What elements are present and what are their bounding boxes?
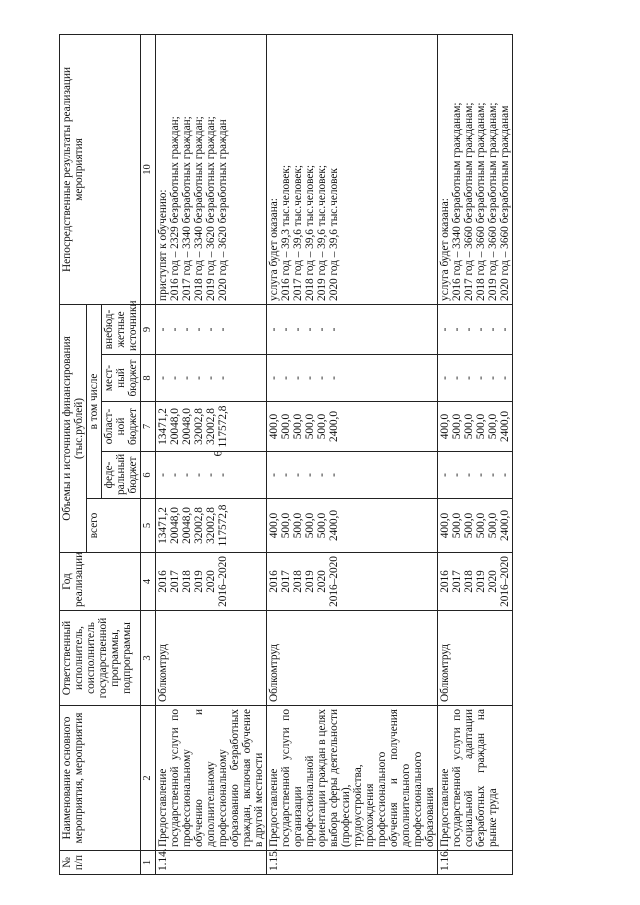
federal-amount: - - - - - -	[267, 452, 438, 499]
years: 2016 2017 2018 2019 2020 2016–2020	[438, 553, 513, 611]
column-number-row	[141, 34, 156, 874]
total-amount: 400,0 500,0 500,0 500,0 500,0 2400,0	[438, 499, 513, 553]
activity-name: Предоставление государственной услуги по профессиональному обучению и дополнительному профессиональному образованию безработных граждан, включая обучение в другой местности	[156, 706, 267, 851]
header-regional: област-ной бюджет	[102, 402, 141, 452]
row-number: 1.14.	[156, 851, 267, 875]
column-number: 10	[141, 34, 156, 304]
regional-amount: 400,0 500,0 500,0 500,0 500,0 2400,0	[267, 402, 438, 452]
extrabudget-amount: - - - - - -	[156, 304, 267, 354]
years: 2016 2017 2018 2019 2020 2016–2020	[156, 553, 267, 611]
result-text: приступят к обучению: 2016 год – 2329 безработных граждан; 2017 год – 3340 безработных граждан; 2018 год – 3340 безработных граждан; 2019 год – 3620 безработных граждан; 2020 год – 3620 безработных граждан	[156, 34, 267, 304]
header-including: в том числе	[87, 304, 102, 498]
extrabudget-amount: - - - - - -	[438, 304, 513, 354]
column-number: 3	[141, 611, 156, 706]
result-text: услуга будет оказана: 2016 год – 3340 безработным гражданам; 2017 год – 3660 безработным гражданам; 2018 год – 3660 безработным гражданам; 2019 год – 3660 безработным гражданам; 2020 год – 3660 безработным гражданам	[438, 34, 513, 304]
federal-amount: - - - - - -	[438, 452, 513, 499]
local-amount: - - - - - -	[156, 355, 267, 402]
regional-amount: 400,0 500,0 500,0 500,0 500,0 2400,0	[438, 402, 513, 452]
table-row	[267, 34, 438, 874]
header-federal: феде-ральный бюджет	[102, 452, 141, 499]
column-number: 5	[141, 499, 156, 553]
column-number: 6	[141, 452, 156, 499]
total-amount: 13471,2 20048,0 20048,0 32002,8 32002,8 117572,8	[156, 499, 267, 553]
page-number: 6	[210, 450, 225, 457]
table-row	[438, 34, 513, 874]
header-results: Непосредственные результаты реализации мероприятия	[60, 34, 141, 304]
column-number: 9	[141, 304, 156, 354]
executor: Облкомтруд	[438, 611, 513, 706]
program-activities-table	[59, 34, 513, 875]
regional-amount: 13471,2 20048,0 20048,0 32002,8 32002,8 117572,8	[156, 402, 267, 452]
header-activity-name: Наименование основного мероприятия, мероприятия	[60, 706, 141, 851]
result-text: услуга будет оказана: 2016 год – 39,3 тыс.человек; 2017 год – 39,6 тыс.человек; 2018 год – 39,6 тыс.человек; 2019 год – 39,6 тыс.человек; 2020 год – 39,6 тыс.человек	[267, 34, 438, 304]
rotated-table-container	[59, 35, 554, 875]
header-executor: Ответственный исполнитель, соисполнитель государственной программы, подпрограммы	[60, 611, 141, 706]
header-total: всего	[87, 499, 141, 553]
years: 2016 2017 2018 2019 2020 2016–2020	[267, 553, 438, 611]
extrabudget-amount: - - - - - -	[267, 304, 438, 354]
local-amount: - - - - - -	[438, 355, 513, 402]
header-local: мест-ный бюджет	[102, 355, 141, 402]
executor: Облкомтруд	[267, 611, 438, 706]
federal-amount: - - - - - -	[156, 452, 267, 499]
column-number: 4	[141, 553, 156, 611]
header-extrabudget: внебюд-жетные источники	[102, 304, 141, 354]
header-year: Год реализации	[60, 553, 141, 611]
header-number: № п/п	[60, 851, 141, 875]
column-number: 1	[141, 851, 156, 875]
total-amount: 400,0 500,0 500,0 500,0 500,0 2400,0	[267, 499, 438, 553]
row-number: 1.15.	[267, 851, 438, 875]
header-financing: Объемы и источники финансирования (тыс.рублей)	[60, 304, 87, 552]
row-number: 1.16.	[438, 851, 513, 875]
local-amount: - - - - - -	[267, 355, 438, 402]
activity-name: Предоставление государственной услуги по социальной адаптации безработных граждан на рынке труда	[438, 706, 513, 851]
column-number: 7	[141, 402, 156, 452]
table-header-row-1	[60, 34, 87, 874]
table-row	[156, 34, 267, 874]
column-number: 8	[141, 355, 156, 402]
column-number: 2	[141, 706, 156, 851]
executor: Облкомтруд	[156, 611, 267, 706]
activity-name: Предоставление государственной услуги по организации профессиональной ориентации граждан в целях выбора сферы деятельности (профессии), трудоустройства, прохождения профессионального обучения и получения дополнительного профессионального образования	[267, 706, 438, 851]
